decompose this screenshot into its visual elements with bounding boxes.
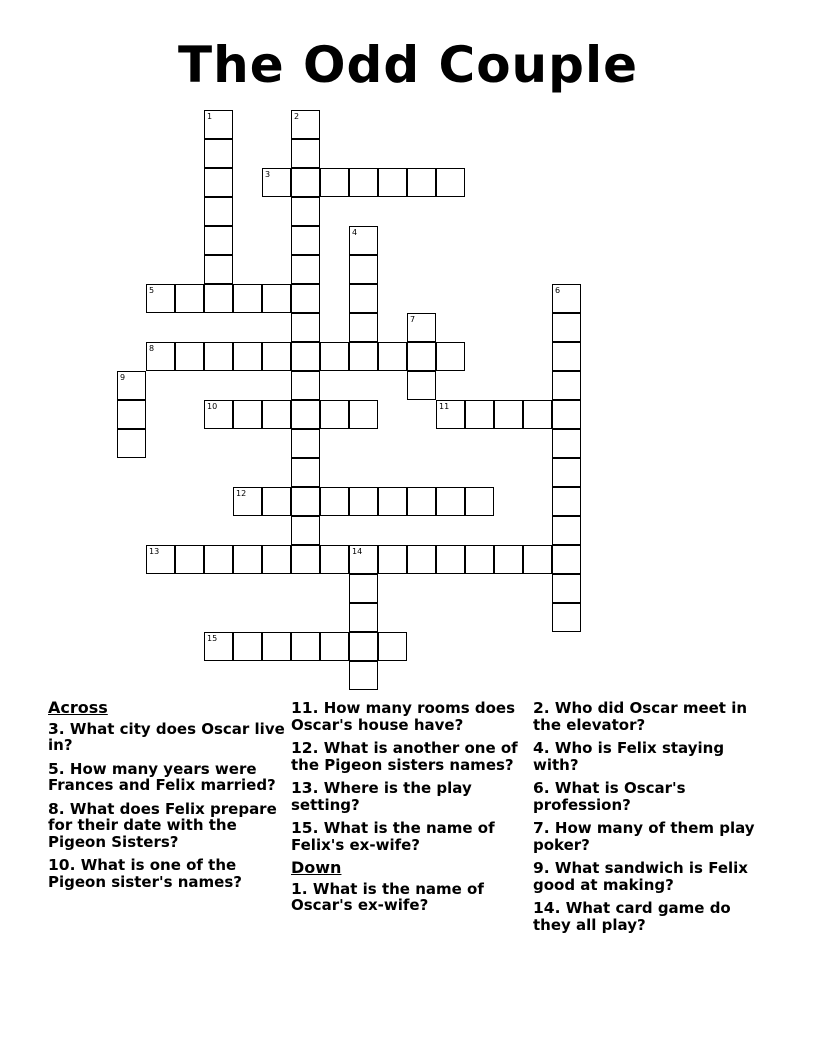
cell-number: 15 [207,634,218,643]
grid-cell[interactable] [378,632,407,661]
grid-cell[interactable] [204,400,233,429]
grid-cell[interactable] [349,487,378,516]
cell-number: 7 [410,315,416,324]
grid-cell[interactable] [291,632,320,661]
grid-cell[interactable] [320,545,349,574]
grid-cell[interactable] [552,429,581,458]
clue-down-6: 6. What is Oscar's profession? [533,779,686,814]
grid-cell[interactable] [262,545,291,574]
grid-cell[interactable] [552,603,581,632]
clue-across-13: 13. Where is the play setting? [291,779,472,814]
grid-cell[interactable] [349,284,378,313]
grid-cell[interactable] [233,632,262,661]
grid-cell[interactable] [349,342,378,371]
clue-across-11: 11. How many rooms does Oscar's house have? [291,699,516,734]
clue-across-5: 5. How many years were Frances and Felix married? [48,759,276,794]
grid-cell[interactable] [291,110,320,139]
grid-cell[interactable] [349,168,378,197]
clue-down-2: 2. Who did Oscar meet in the elevator? [533,699,748,734]
grid-cell[interactable] [320,632,349,661]
grid-cell[interactable] [262,400,291,429]
grid-cell[interactable] [436,487,465,516]
grid-cell[interactable] [204,168,233,197]
clue-across-10: 10. What is one of the Pigeon sister's names? [48,856,242,891]
grid-cell[interactable] [233,545,262,574]
grid-cell[interactable] [320,168,349,197]
grid-cell[interactable] [291,342,320,371]
grid-cell[interactable] [552,458,581,487]
cell-number: 12 [236,489,247,498]
grid-cell[interactable] [146,284,175,313]
grid-cell[interactable] [436,168,465,197]
grid-cell[interactable] [320,400,349,429]
cell-number: 5 [149,286,155,295]
grid-cell[interactable] [291,284,320,313]
grid-cell[interactable] [552,545,581,574]
grid-cell[interactable] [291,487,320,516]
clues-column-1 [48,700,288,897]
grid-cell[interactable] [407,342,436,371]
grid-cell[interactable] [291,545,320,574]
cell-number: 9 [120,373,126,382]
grid-cell[interactable] [407,487,436,516]
grid-cell[interactable] [349,661,378,690]
grid-cell[interactable] [407,313,436,342]
cell-number: 8 [149,344,155,353]
cell-number: 13 [149,547,160,556]
grid-cell[interactable] [262,284,291,313]
grid-cell[interactable] [378,168,407,197]
clue-across-3: 3. What city does Oscar live in? [48,719,285,754]
cell-number: 11 [439,402,450,411]
grid-cell[interactable] [349,574,378,603]
grid-cell[interactable] [494,400,523,429]
grid-cell[interactable] [262,487,291,516]
grid-cell[interactable] [291,197,320,226]
grid-cell[interactable] [204,255,233,284]
clue-down-1: 1. What is the name of Oscar's ex-wife? [291,879,484,914]
grid-cell[interactable] [465,545,494,574]
cell-number: 14 [352,547,363,556]
clue-across-12: 12. What is another one of the Pigeon sisters names? [291,739,518,774]
grid-cell[interactable] [552,371,581,400]
grid-cell[interactable] [465,400,494,429]
grid-cell[interactable] [291,429,320,458]
grid-cell[interactable] [378,342,407,371]
grid-cell[interactable] [233,400,262,429]
grid-cell[interactable] [465,487,494,516]
grid-cell[interactable] [349,545,378,574]
grid-cell[interactable] [117,429,146,458]
grid-cell[interactable] [291,168,320,197]
grid-cell[interactable] [204,110,233,139]
grid-cell[interactable] [552,574,581,603]
cell-number: 1 [207,112,213,121]
clue-down-14: 14. What card game do they all play? [533,899,731,934]
grid-cell[interactable] [349,632,378,661]
grid-cell[interactable] [320,342,349,371]
grid-cell[interactable] [436,342,465,371]
grid-cell[interactable] [407,168,436,197]
grid-cell[interactable] [204,197,233,226]
grid-cell[interactable] [291,255,320,284]
puzzle-title: The Odd Couple [178,36,638,94]
cell-number: 6 [555,286,561,295]
grid-cell[interactable] [291,458,320,487]
grid-cell[interactable] [204,139,233,168]
grid-cell[interactable] [175,284,204,313]
grid-cell[interactable] [291,226,320,255]
grid-cell[interactable] [233,487,262,516]
grid-cell[interactable] [552,284,581,313]
grid-cell[interactable] [262,342,291,371]
grid-cell[interactable] [494,545,523,574]
grid-cell[interactable] [291,400,320,429]
grid-cell[interactable] [523,400,552,429]
clue-across-8: 8. What does Felix prepare for their date with the Pigeon Sisters? [48,799,277,851]
grid-cell[interactable] [349,400,378,429]
grid-cell[interactable] [552,342,581,371]
grid-cell[interactable] [233,342,262,371]
grid-cell[interactable] [349,313,378,342]
grid-cell[interactable] [436,400,465,429]
grid-cell[interactable] [407,545,436,574]
clues-column-3 [533,700,773,940]
clue-down-9: 9. What sandwich is Felix good at making? [533,859,748,894]
grid-cell[interactable] [291,516,320,545]
grid-cell[interactable] [262,632,291,661]
cell-number: 2 [294,112,300,121]
grid-cell[interactable] [291,313,320,342]
grid-cell[interactable] [552,313,581,342]
grid-cell[interactable] [552,400,581,429]
grid-cell[interactable] [175,342,204,371]
grid-cell[interactable] [291,371,320,400]
grid-cell[interactable] [146,545,175,574]
clue-down-7: 7. How many of them play poker? [533,819,755,854]
clues-column-2 [291,700,531,921]
grid-cell[interactable] [291,139,320,168]
grid-cell[interactable] [146,342,175,371]
grid-cell[interactable] [378,487,407,516]
grid-cell[interactable] [407,371,436,400]
down-heading: Down [291,858,342,877]
clue-across-15: 15. What is the name of Felix's ex-wife? [291,819,495,854]
cell-number: 4 [352,228,358,237]
grid-cell[interactable] [204,545,233,574]
grid-cell[interactable] [117,371,146,400]
grid-cell[interactable] [204,284,233,313]
grid-cell[interactable] [436,545,465,574]
grid-cell[interactable] [552,516,581,545]
grid-cell[interactable] [204,342,233,371]
cell-number: 3 [265,170,271,179]
grid-cell[interactable] [204,226,233,255]
grid-cell[interactable] [349,255,378,284]
grid-cell[interactable] [204,632,233,661]
grid-cell[interactable] [117,400,146,429]
across-heading: Across [48,698,108,717]
grid-cell[interactable] [349,226,378,255]
grid-cell[interactable] [349,603,378,632]
grid-cell[interactable] [523,545,552,574]
clue-down-4: 4. Who is Felix staying with? [533,739,725,774]
grid-cell[interactable] [262,168,291,197]
grid-cell[interactable] [175,545,204,574]
grid-cell[interactable] [320,487,349,516]
grid-cell[interactable] [233,284,262,313]
cell-number: 10 [207,402,218,411]
grid-cell[interactable] [378,545,407,574]
grid-cell[interactable] [552,487,581,516]
